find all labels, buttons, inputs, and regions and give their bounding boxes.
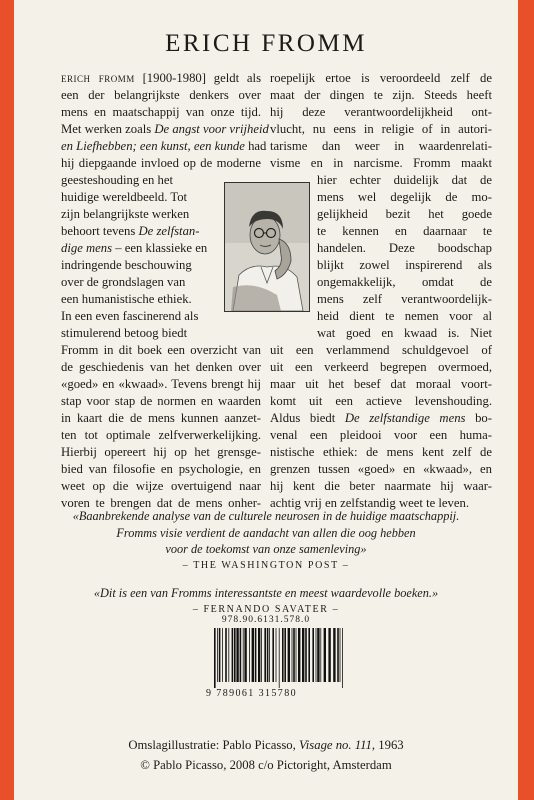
text-run: weet op die wijze overtuigend naar [61,479,261,493]
text-run: een humanistische ethiek. [61,292,192,306]
barcode-bar [340,628,341,682]
text-line [61,121,269,138]
text-run: nistische ethiek: de mens kent zelf de [270,445,492,459]
barcode-bar [225,628,227,682]
barcode-bar [298,628,300,682]
barcode-bar [261,628,262,682]
text-line [270,393,492,410]
text-run: handelen. Deze boodschap [317,241,492,255]
text-line [61,104,261,121]
isbn-text: 978.90.6131.578.0 [221,615,311,625]
text-run: behoort tevens [61,224,139,238]
barcode-bar [255,628,257,682]
barcode-bar [269,628,270,682]
text-run: bo- [465,411,492,425]
text-run: gelijkheid bezit het goede [317,207,492,221]
barcode-bar [244,628,246,682]
text-line [317,257,492,274]
barcode-bar [219,628,221,682]
text-run: maar uit het besef dat moraal voort- [270,377,492,391]
barcode-bar [249,628,250,682]
text-line [61,87,261,104]
text-run: , 1963 [371,738,404,752]
text-line [61,325,206,342]
quote-source: – THE WASHINGTON POST – [182,559,350,571]
quote-line: «Baanbrekende analyse van de culturele neurosen in de huidige maatschappij. [72,509,460,523]
barcode-bar [258,628,260,682]
text-line [61,410,261,427]
barcode-bar [243,628,244,682]
barcode-bar [317,628,319,682]
text-line [270,359,492,376]
text-line [61,240,206,257]
text-line [270,155,492,172]
text-run: © Pablo Picasso, 2008 c/o Pictoright, Amsterdam [140,758,392,772]
text-line [270,342,492,359]
quote-line: Fromms visie verdient de aandacht van allen die oog hebben [116,525,416,540]
text-line [317,172,492,189]
author-photo [224,182,310,312]
barcode-bar [240,628,242,682]
text-run: De zelfstan- [138,224,200,238]
text-line [317,308,492,325]
barcode-bar [302,628,304,682]
text-line [270,70,492,87]
barcode-bar [293,628,295,682]
text-line [61,223,206,240]
text-run: de geschiedenis van het denken over [61,360,261,374]
text-line [270,427,492,444]
barcode-bar [214,628,216,688]
text-run: Liefhebben; een kunst, een kunde [76,139,245,153]
text-line [61,393,261,410]
text-run: stimulerend betoog biedt [61,326,188,340]
text-line [61,291,206,308]
barcode-bar [232,628,234,682]
quote-line: «Dit is een van Fromms interessantste en meest waardevolle boeken.» [93,586,439,600]
back-cover [14,0,518,800]
portrait-image [225,183,309,311]
barcode-bar [312,628,314,682]
text-line [270,444,492,461]
text-run: Aldus biedt [270,411,345,425]
text-run: zijn belangrijkste werken [61,207,190,221]
text-line [61,478,261,495]
text-run: vlucht, nu eens in religie of in autori- [270,122,492,136]
text-line [270,87,492,104]
text-run: mens en maatschappij van onze tijd. [61,105,261,119]
text-run: dige mens [61,241,113,255]
text-run: roepelijk ertoe is veroordeeld zelf de [270,71,492,85]
text-run: mens wel degelijk de mo- [317,190,492,204]
text-run: Hierbij opereert hij op het grensge- [61,445,261,459]
text-run: maat der dingen te zijn. Steeds heeft [270,88,492,102]
text-run: in kaart die de mens kunnen aanzet- [61,411,261,425]
barcode-bar [308,628,310,682]
text-run: voren te brengen dat de mens onher- [61,496,261,510]
barcode-bar [324,628,326,682]
text-line [317,223,492,240]
text-run: De zelfstandige mens [344,411,466,425]
text-run: Visage no. 111 [298,738,372,752]
barcode-bar [292,628,293,682]
barcode-bar [337,628,339,682]
text-line [61,189,206,206]
text-run: had [244,139,267,153]
barcode [212,628,348,688]
text-line [317,189,492,206]
text-run: – een klassieke en [112,241,208,255]
text-run: hij kent die beter naarmate hij waar- [270,479,492,493]
barcode-bar [267,628,269,682]
text-run: bied van filosofie en psychologie, en [61,462,261,476]
text-line [317,274,492,291]
barcode-bar [279,628,280,688]
text-line [270,461,492,478]
text-run: [1900-1980] geldt als [134,71,262,85]
text-run: wat goed en kwaad is. Niet [317,326,492,340]
author-title: ERICH FROMM [165,30,367,57]
text-run: over de grondslagen van [61,275,186,289]
quote-source: – FERNANDO SAVATER – [192,603,340,615]
barcode-bar [272,628,274,682]
barcode-bar [288,628,290,682]
barcode-bar [342,628,343,688]
barcode-digits: 9 789061 315780 [206,688,297,699]
text-run: te kennen en daarnaar te [317,224,492,238]
text-line [317,206,492,223]
text-run: hier echter duidelijk dat de [317,173,492,187]
text-run: venal een pleidooi voor een huma- [270,428,492,442]
text-line [317,240,492,257]
text-line [317,291,492,308]
text-line [270,376,492,393]
text-run: erich fromm [61,71,135,85]
text-line [61,206,206,223]
text-run: Met werken zoals [61,122,155,136]
barcode-bar [333,628,335,682]
barcode-bar [252,628,254,682]
text-line [270,138,492,155]
barcode-bar [264,628,266,682]
text-run: De angst voor vrijheid [154,122,269,136]
text-run: ten tot optimale zelfverwerkelijking. [61,428,261,442]
text-run: visme en in narcisme. Fromm maakt [270,156,492,170]
barcode-bar [222,628,223,682]
text-line [61,376,261,393]
text-line [61,308,206,325]
text-line [270,478,492,495]
text-run: huidige wereldbeeld. Tot [61,190,188,204]
text-line [61,172,206,189]
barcode-bar [217,628,218,682]
text-line [270,104,492,121]
text-line [270,410,492,427]
text-run: een der belangrijkste denkers over [61,88,261,102]
barcode-bar [234,628,236,682]
barcode-bar [320,628,321,682]
barcode-bar [284,628,286,682]
text-line [61,427,261,444]
text-run: grenzen tussen «goed» en «kwaad», en [270,462,492,476]
text-run: indringende beschouwing [61,258,192,272]
barcode-bar [328,628,330,682]
text-run: Omslagillustratie: Pablo Picasso, [128,738,299,752]
credit-line [14,758,518,773]
text-line [61,155,261,172]
text-run: stap voor stap de normen en waarden [61,394,261,408]
text-run: uit een verlammend schuldgevoel of [270,343,492,357]
text-run: heid dient te nemen voor al [317,309,492,323]
text-line [61,444,261,461]
text-run: hij diepgaande invloed op de moderne [61,156,261,170]
text-run: Fromm in dit boek een overzicht van [61,343,261,357]
text-run: hij deze verantwoordelijkheid ont- [270,105,492,119]
text-run: achtig vrij en zelfstandig weet te leven. [270,496,470,510]
text-line [61,342,261,359]
text-line [61,274,206,291]
text-run: mens zelf verantwoordelijk- [317,292,492,306]
barcode-bar [228,628,229,682]
text-line [270,121,492,138]
text-line [61,70,261,87]
text-run: In een even fascinerend als [61,309,199,323]
text-line [61,461,261,478]
text-run: «goed» en «kwaad». Tevens brengt hij [61,377,261,391]
barcode-bar [236,628,238,682]
text-run: uit een verkeerd begrepen overmoed, [270,360,492,374]
text-run: tarisme dan weer in waardenrelati- [270,139,492,153]
text-run: komt uit een actieve levenshouding. [270,394,492,408]
text-line [61,359,261,376]
barcode-bar [276,628,277,682]
text-run: blijkt zowel inspirerend als [317,258,492,272]
text-line [317,325,492,342]
text-run: geesteshouding en het [61,173,174,187]
text-line [61,257,206,274]
barcode-bar [305,628,307,682]
credit-line [14,738,518,753]
barcode-bar [296,628,297,682]
text-line [61,138,267,155]
barcode-bar [316,628,317,682]
text-run: en [61,139,77,153]
barcode-bar [282,628,284,682]
quote-line: voor de toekomst van onze samenleving» [165,542,367,556]
text-run: ongemakkelijk, omdat de [317,275,492,289]
